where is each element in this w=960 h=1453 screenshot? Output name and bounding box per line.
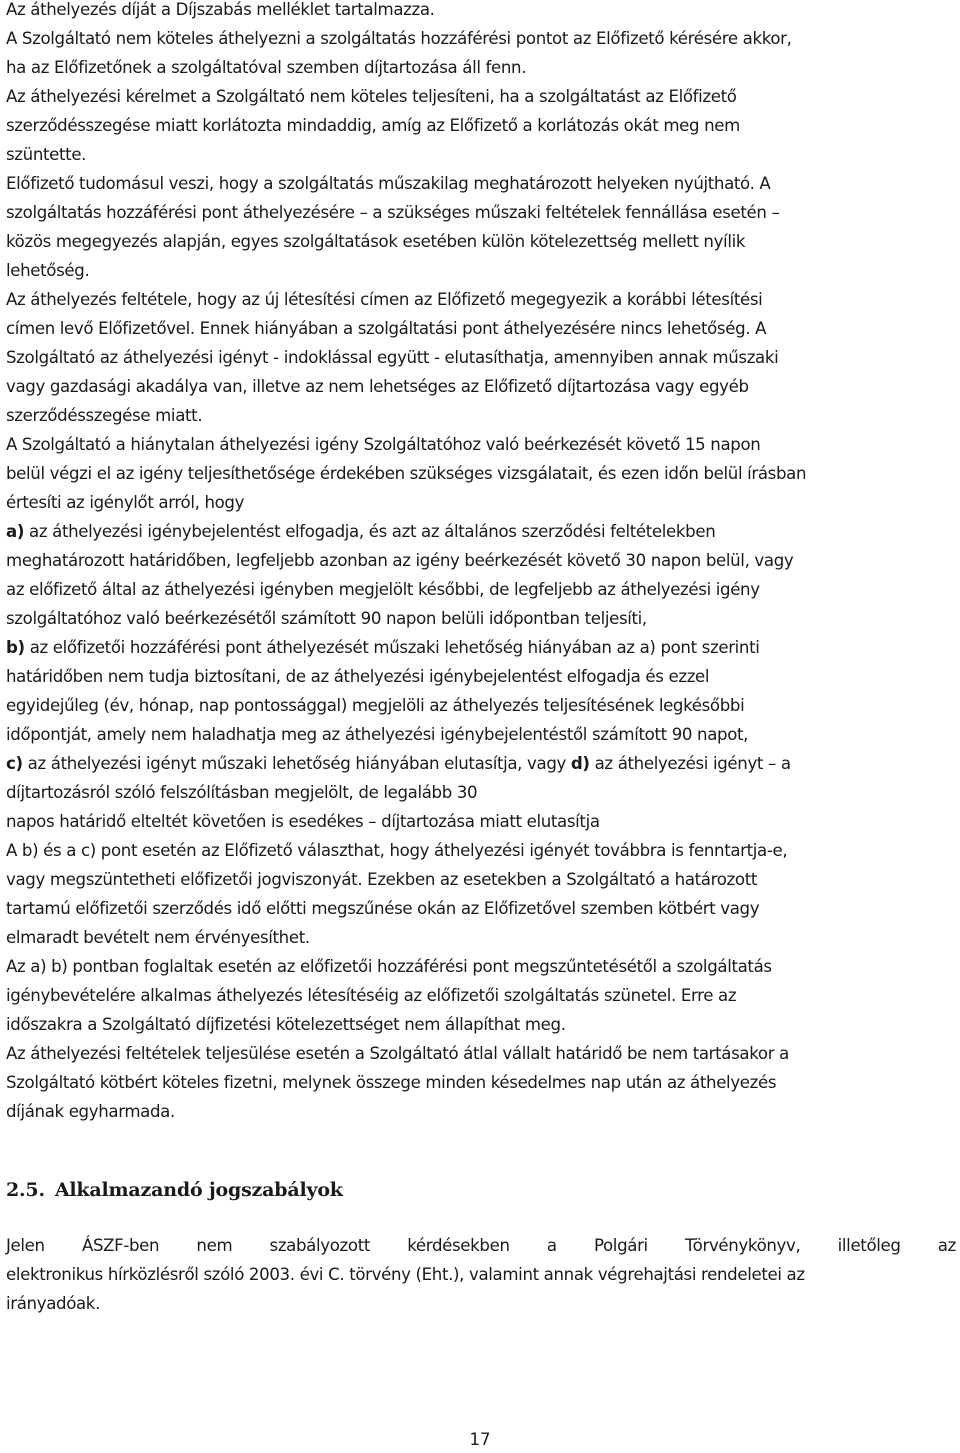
text-line: lehetőség. bbox=[6, 261, 90, 280]
text-line: közös megegyezés alapján, egyes szolgáltatások esetében külön kötelezettség mellett nyílik bbox=[6, 232, 746, 251]
list-marker: b) bbox=[6, 638, 25, 657]
text-line: vagy megszüntetheti előfizetői jogviszonyát. Ezekben az esetekben a Szolgáltató a határozott bbox=[6, 870, 758, 889]
text-line: Előfizető tudomásul veszi, hogy a szolgáltatás műszakilag meghatározott helyeken nyújtható. A bbox=[6, 174, 771, 193]
text-line: Szolgáltató kötbért köteles fizetni, melynek összege minden késedelmes nap után az áthelyezés bbox=[6, 1073, 777, 1092]
text-line: igénybevételére alkalmas áthelyezés létesítéséig az előfizetői szolgáltatás szünetel. Erre az bbox=[6, 986, 737, 1005]
text-line: Az áthelyezési feltételek teljesülése esetén a Szolgáltató átlal vállalt határidő be nem tartásakor a bbox=[6, 1044, 789, 1063]
text-line: időpontját, amely nem haladhatja meg az áthelyezési igénybejelentéstől számított 90 napot, bbox=[6, 725, 749, 744]
text-line: Az a) b) pontban foglaltak esetén az előfizetői hozzáférési pont megszűntetésétől a szolgáltatás bbox=[6, 957, 772, 976]
page-number: 17 bbox=[469, 1430, 491, 1449]
text-line: tartamú előfizetői szerződés idő előtti megszűnése okán az Előfizetővel szemben kötbért vagy bbox=[6, 899, 760, 918]
list-item-c-d: c) az áthelyezési igényt műszaki lehetőség hiányában elutasítja, vagy d) az áthelyezési igényt – a bbox=[6, 754, 791, 773]
text-line: időszakra a Szolgáltató díjfizetési kötelezettséget nem állapíthat meg. bbox=[6, 1015, 566, 1034]
text-line: meghatározott határidőben, legfeljebb azonban az igény beérkezését követő 30 napon belül, vagy bbox=[6, 551, 794, 570]
list-item-b: b) az előfizetői hozzáférési pont áthelyezését műszaki lehetőség hiányában az a) pont szerinti bbox=[6, 638, 760, 657]
text-line: elektronikus hírközlésről szóló 2003. évi C. törvény (Eht.), valamint annak végrehajtási rendeletei az bbox=[6, 1265, 805, 1284]
section-heading bbox=[6, 1178, 343, 1202]
text-line: Az áthelyezés díját a Díjszabás melléklet tartalmazza. bbox=[6, 0, 435, 19]
text-line: A Szolgáltató a hiánytalan áthelyezési igény Szolgáltatóhoz való beérkezését követő 15 napon bbox=[6, 435, 761, 454]
list-marker: a) bbox=[6, 522, 25, 541]
section-title: Alkalmazandó jogszabályok bbox=[54, 1179, 343, 1201]
text-line: címen levő Előfizetővel. Ennek hiányában a szolgáltatási pont áthelyezésére nincs lehetőség. A bbox=[6, 319, 767, 338]
text-line: belül végzi el az igény teljesíthetősége érdekében szükséges vizsgálatait, és ezen időn belül írásban bbox=[6, 464, 807, 483]
text-line: Az áthelyezési kérelmet a Szolgáltató nem köteles teljesíteni, ha a szolgáltatást az Előfizető bbox=[6, 87, 737, 106]
text-line: díjának egyharmada. bbox=[6, 1102, 175, 1121]
text-line: szolgáltatóhoz való beérkezésétől számított 90 napon belüli időpontban teljesíti, bbox=[6, 609, 647, 628]
text-line: szerződésszegése miatt. bbox=[6, 406, 203, 425]
text-line: díjtartozásról szóló felszólításban megjelölt, de legalább 30 bbox=[6, 783, 478, 802]
list-marker: d) bbox=[570, 754, 590, 773]
text-line: szüntette. bbox=[6, 145, 87, 164]
text-line: A b) és a c) pont esetén az Előfizető választhat, hogy áthelyezési igényét továbbra is fenntartja-e, bbox=[6, 841, 788, 860]
text-line: ha az Előfizetőnek a szolgáltatóval szemben díjtartozása áll fenn. bbox=[6, 58, 527, 77]
text-line: egyidejűleg (év, hónap, nap pontossággal) megjelöli az áthelyezés teljesítésének legkésőbbi bbox=[6, 696, 745, 715]
text-line: értesíti az igénylőt arról, hogy bbox=[6, 493, 245, 512]
text-line: az előfizető által az áthelyezési igényben megjelölt későbbi, de legfeljebb az áthelyezési igény bbox=[6, 580, 760, 599]
text-line: napos határidő elteltét követően is esedékes – díjtartozása miatt elutasítja bbox=[6, 812, 600, 831]
text-line: irányadóak. bbox=[6, 1294, 100, 1313]
text-line: szerződésszegése miatt korlátozta mindaddig, amíg az Előfizető a korlátozás okát meg nem bbox=[6, 116, 740, 135]
text-line: szolgáltatás hozzáférési pont áthelyezésére – a szükséges műszaki feltételek fennállása esetén – bbox=[6, 203, 780, 222]
list-marker: c) bbox=[6, 754, 23, 773]
text-line: Jelen ÁSZF-ben nem szabályozott kérdésekben a Polgári Törvénykönyv, illetőleg az bbox=[6, 1236, 956, 1255]
text-line: A Szolgáltató nem köteles áthelyezni a szolgáltatás hozzáférési pontot az Előfizető kérésére akkor, bbox=[6, 29, 792, 48]
section-number: 2.5. bbox=[6, 1179, 45, 1201]
text-line: határidőben nem tudja biztosítani, de az áthelyezési igénybejelentést elfogadja és ezzel bbox=[6, 667, 710, 686]
text-line: elmaradt bevételt nem érvényesíthet. bbox=[6, 928, 310, 947]
text-line: Szolgáltató az áthelyezési igényt - indoklással együtt - elutasíthatja, amennyiben annak műszaki bbox=[6, 348, 779, 367]
list-item-a: a) az áthelyezési igénybejelentést elfogadja, és azt az általános szerződési feltételekben bbox=[6, 522, 716, 541]
text-line: Az áthelyezés feltétele, hogy az új létesítési címen az Előfizető megegyezik a korábbi létesítési bbox=[6, 290, 763, 309]
text-line: vagy gazdasági akadálya van, illetve az nem lehetséges az Előfizető díjtartozása vagy egyéb bbox=[6, 377, 749, 396]
